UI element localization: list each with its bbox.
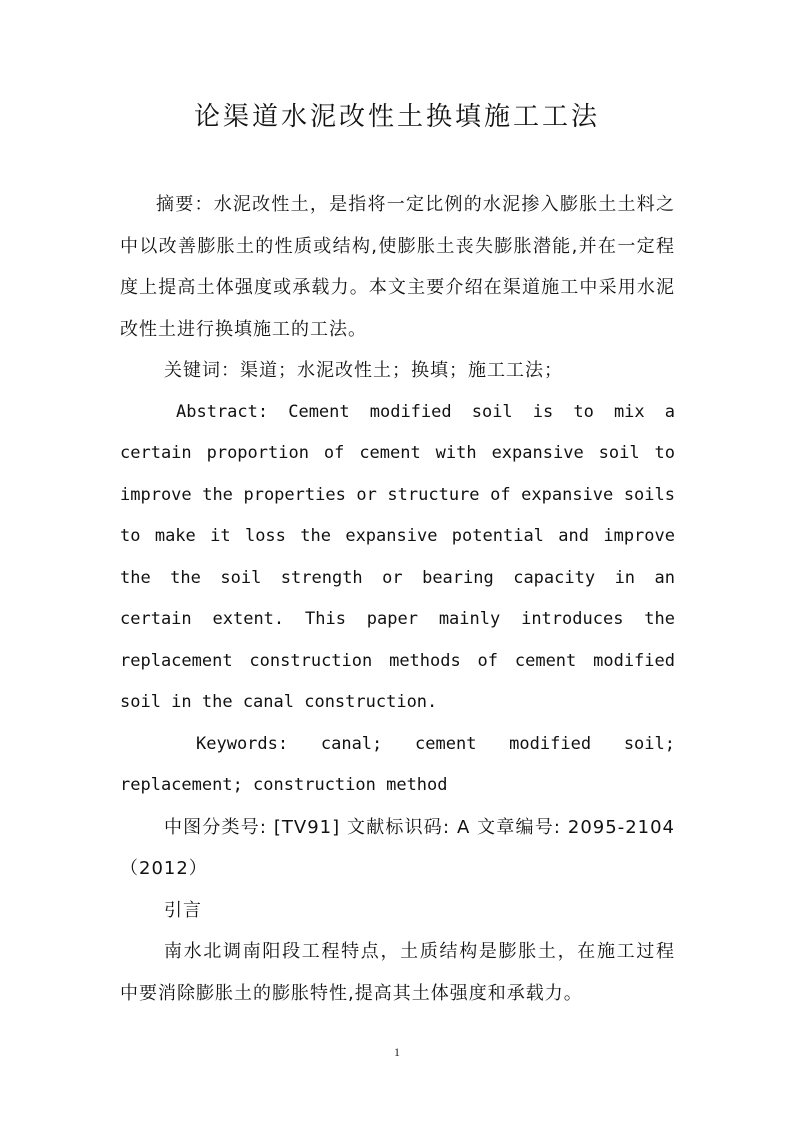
classification-line: 中图分类号: [TV91] 文献标识码: A 文章编号: 2095-2104（2012） [120,816,675,879]
document-body [120,184,675,1014]
section-heading-intro: 引言 [164,899,202,921]
abstract-english: Abstract: Cement modified soil is to mix a certain proportion of cement with expansive soil to improve the properties or structure of expansive soils to make it loss the expansive potential and improve the the soil strength or bearing capacity in an certain extent. This paper mainly introduces the replacement construction methods of cement modified soil in the canal construction. [120,401,675,712]
abstract-chinese: 摘要：水泥改性土，是指将一定比例的水泥掺入膨胀土土料之中以改善膨胀土的性质或结构,使膨胀土丧失膨胀潜能,并在一定程度上提高土体强度或承载力。本文主要介绍在渠道施工中采用水泥改性土进行换填施工的工法。 [120,194,675,340]
intro-paragraph: 南水北调南阳段工程特点，土质结构是膨胀土，在施工过程中要消除膨胀土的膨胀特性,提高其土体强度和承载力。 [120,941,675,1004]
document-title: 论渠道水泥改性土换填施工工法 [193,102,600,132]
page-number: 1 [394,1045,400,1059]
keywords-english: Keywords: canal; cement modified soil; replacement; construction method [120,733,675,795]
keywords-chinese: 关键词：渠道；水泥改性土；换填；施工工法； [164,360,563,381]
